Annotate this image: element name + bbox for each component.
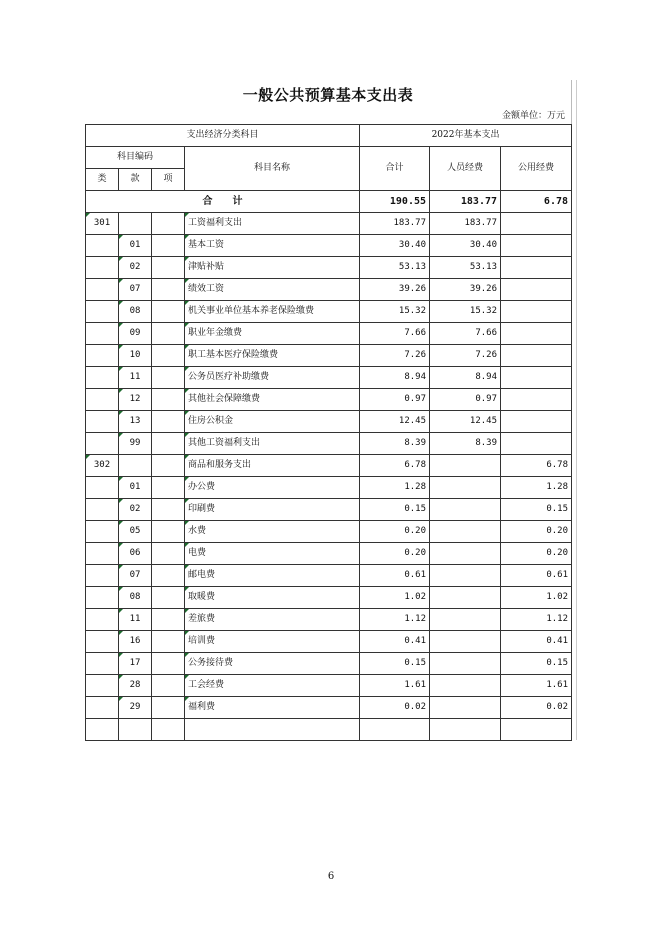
blank-cell (185, 719, 360, 741)
table-row (86, 587, 572, 609)
table-row (86, 257, 572, 279)
row-kuan: 02 (119, 499, 152, 521)
row-subject-name: 公务员医疗补助缴费 (185, 367, 360, 389)
row-total: 6.78 (360, 455, 430, 477)
row-personnel: 8.39 (430, 433, 501, 455)
header-xiang: 项 (152, 169, 185, 191)
row-kuan: 01 (119, 235, 152, 257)
row-total: 0.15 (360, 499, 430, 521)
header-row-2 (86, 147, 572, 169)
row-xiang (152, 697, 185, 719)
table-row (86, 565, 572, 587)
row-public: 1.28 (501, 477, 572, 499)
row-xiang (152, 587, 185, 609)
row-subject-name: 基本工资 (185, 235, 360, 257)
row-kuan: 09 (119, 323, 152, 345)
row-kuan: 13 (119, 411, 152, 433)
total-personnel: 183.77 (430, 191, 501, 213)
header-row-1 (86, 125, 572, 147)
row-kuan: 07 (119, 279, 152, 301)
row-public (501, 279, 572, 301)
row-personnel: 15.32 (430, 301, 501, 323)
total-row (86, 191, 572, 213)
row-kuan: 11 (119, 367, 152, 389)
row-lei (86, 257, 119, 279)
row-public: 6.78 (501, 455, 572, 477)
row-total: 53.13 (360, 257, 430, 279)
row-lei (86, 697, 119, 719)
blank-cell (119, 719, 152, 741)
row-lei (86, 565, 119, 587)
table-row (86, 477, 572, 499)
row-public: 1.02 (501, 587, 572, 609)
row-total: 12.45 (360, 411, 430, 433)
row-public (501, 345, 572, 367)
row-personnel: 39.26 (430, 279, 501, 301)
row-kuan: 99 (119, 433, 152, 455)
row-public: 1.61 (501, 675, 572, 697)
row-lei: 301 (86, 213, 119, 235)
row-public: 0.41 (501, 631, 572, 653)
row-personnel (430, 565, 501, 587)
row-kuan (119, 455, 152, 477)
row-total: 7.66 (360, 323, 430, 345)
row-xiang (152, 213, 185, 235)
blank-cell (152, 719, 185, 741)
row-public (501, 257, 572, 279)
row-personnel: 53.13 (430, 257, 501, 279)
row-subject-name: 电费 (185, 543, 360, 565)
blank-cell (501, 719, 572, 741)
row-subject-name: 商品和服务支出 (185, 455, 360, 477)
row-personnel: 7.26 (430, 345, 501, 367)
table-row (86, 411, 572, 433)
row-subject-name: 培训费 (185, 631, 360, 653)
row-subject-name: 工会经费 (185, 675, 360, 697)
row-xiang (152, 455, 185, 477)
budget-table (85, 124, 572, 741)
header-subject-code: 科目编码 (86, 147, 185, 169)
row-xiang (152, 257, 185, 279)
table-row (86, 235, 572, 257)
row-total: 7.26 (360, 345, 430, 367)
row-subject-name: 职业年金缴费 (185, 323, 360, 345)
row-subject-name: 水费 (185, 521, 360, 543)
row-total: 1.12 (360, 609, 430, 631)
row-kuan: 05 (119, 521, 152, 543)
header-public: 公用经费 (501, 147, 572, 191)
table-row (86, 521, 572, 543)
row-personnel (430, 477, 501, 499)
row-personnel (430, 499, 501, 521)
table-row (86, 675, 572, 697)
row-personnel (430, 631, 501, 653)
page-title: 一般公共预算基本支出表 (242, 86, 414, 104)
row-personnel: 0.97 (430, 389, 501, 411)
row-total: 15.32 (360, 301, 430, 323)
row-personnel: 30.40 (430, 235, 501, 257)
total-sum: 190.55 (360, 191, 430, 213)
row-total: 0.02 (360, 697, 430, 719)
row-public (501, 235, 572, 257)
header-total: 合计 (360, 147, 430, 191)
total-public: 6.78 (501, 191, 572, 213)
row-public: 0.20 (501, 543, 572, 565)
row-xiang (152, 389, 185, 411)
table-row (86, 345, 572, 367)
row-lei (86, 499, 119, 521)
row-xiang (152, 653, 185, 675)
row-kuan: 08 (119, 587, 152, 609)
row-public: 0.20 (501, 521, 572, 543)
row-xiang (152, 433, 185, 455)
row-subject-name: 住房公积金 (185, 411, 360, 433)
row-kuan (119, 213, 152, 235)
row-personnel (430, 543, 501, 565)
row-xiang (152, 631, 185, 653)
row-lei (86, 675, 119, 697)
row-total: 0.20 (360, 543, 430, 565)
row-lei (86, 543, 119, 565)
row-public (501, 411, 572, 433)
row-kuan: 12 (119, 389, 152, 411)
table-row (86, 609, 572, 631)
amount-unit: 金额单位：万元 (501, 111, 565, 121)
row-subject-name: 其他工资福利支出 (185, 433, 360, 455)
row-kuan: 28 (119, 675, 152, 697)
row-lei (86, 587, 119, 609)
row-xiang (152, 565, 185, 587)
table-row (86, 433, 572, 455)
row-kuan: 11 (119, 609, 152, 631)
row-kuan: 08 (119, 301, 152, 323)
row-total: 0.41 (360, 631, 430, 653)
page-number: 6 (327, 871, 335, 882)
row-xiang (152, 609, 185, 631)
row-lei (86, 323, 119, 345)
header-year-expense: 2022年基本支出 (360, 125, 572, 147)
row-kuan: 17 (119, 653, 152, 675)
row-subject-name: 办公费 (185, 477, 360, 499)
row-lei (86, 631, 119, 653)
table-row (86, 499, 572, 521)
row-personnel (430, 521, 501, 543)
row-personnel (430, 675, 501, 697)
row-total: 0.97 (360, 389, 430, 411)
row-public (501, 389, 572, 411)
row-total: 1.28 (360, 477, 430, 499)
row-total: 1.02 (360, 587, 430, 609)
row-xiang (152, 301, 185, 323)
header-kuan: 款 (119, 169, 152, 191)
table-row (86, 389, 572, 411)
row-subject-name: 公务接待费 (185, 653, 360, 675)
row-kuan: 07 (119, 565, 152, 587)
row-lei (86, 389, 119, 411)
table-row (86, 279, 572, 301)
row-xiang (152, 543, 185, 565)
row-personnel (430, 587, 501, 609)
row-lei (86, 367, 119, 389)
row-lei (86, 433, 119, 455)
row-personnel (430, 455, 501, 477)
blank-cell (430, 719, 501, 741)
row-lei (86, 279, 119, 301)
row-xiang (152, 499, 185, 521)
row-xiang (152, 279, 185, 301)
row-kuan: 06 (119, 543, 152, 565)
row-subject-name: 机关事业单位基本养老保险缴费 (185, 301, 360, 323)
row-lei (86, 345, 119, 367)
table-row (86, 367, 572, 389)
row-total: 8.94 (360, 367, 430, 389)
row-lei (86, 235, 119, 257)
row-kuan: 16 (119, 631, 152, 653)
row-public: 0.61 (501, 565, 572, 587)
row-subject-name: 工资福利支出 (185, 213, 360, 235)
row-public (501, 301, 572, 323)
row-public: 0.02 (501, 697, 572, 719)
row-public (501, 367, 572, 389)
row-kuan: 29 (119, 697, 152, 719)
sheet-edge-line-outer (576, 80, 577, 740)
row-subject-name: 印刷费 (185, 499, 360, 521)
row-lei (86, 411, 119, 433)
row-total: 183.77 (360, 213, 430, 235)
header-lei: 类 (86, 169, 119, 191)
table-row (86, 455, 572, 477)
header-subject-name: 科目名称 (185, 147, 360, 191)
row-public: 0.15 (501, 653, 572, 675)
table-row (86, 323, 572, 345)
row-lei: 302 (86, 455, 119, 477)
row-total: 0.61 (360, 565, 430, 587)
row-lei (86, 521, 119, 543)
row-subject-name: 津贴补贴 (185, 257, 360, 279)
row-total: 1.61 (360, 675, 430, 697)
row-subject-name: 职工基本医疗保险缴费 (185, 345, 360, 367)
row-kuan: 10 (119, 345, 152, 367)
row-xiang (152, 367, 185, 389)
blank-cell (86, 719, 119, 741)
row-public (501, 213, 572, 235)
blank-row (86, 719, 572, 741)
table-row (86, 697, 572, 719)
row-xiang (152, 675, 185, 697)
blank-cell (360, 719, 430, 741)
row-subject-name: 差旅费 (185, 609, 360, 631)
table-row (86, 653, 572, 675)
row-personnel: 12.45 (430, 411, 501, 433)
row-total: 39.26 (360, 279, 430, 301)
header-econ-class: 支出经济分类科目 (86, 125, 360, 147)
row-personnel: 8.94 (430, 367, 501, 389)
row-kuan: 01 (119, 477, 152, 499)
row-subject-name: 绩效工资 (185, 279, 360, 301)
row-subject-name: 福利费 (185, 697, 360, 719)
row-xiang (152, 345, 185, 367)
row-total: 0.20 (360, 521, 430, 543)
row-public (501, 323, 572, 345)
row-total: 30.40 (360, 235, 430, 257)
row-lei (86, 653, 119, 675)
row-personnel (430, 697, 501, 719)
row-xiang (152, 477, 185, 499)
row-lei (86, 477, 119, 499)
row-subject-name: 其他社会保障缴费 (185, 389, 360, 411)
row-personnel (430, 609, 501, 631)
row-public: 1.12 (501, 609, 572, 631)
table-row (86, 543, 572, 565)
header-personnel: 人员经费 (430, 147, 501, 191)
row-lei (86, 301, 119, 323)
table-row (86, 631, 572, 653)
row-xiang (152, 235, 185, 257)
row-total: 0.15 (360, 653, 430, 675)
row-personnel: 183.77 (430, 213, 501, 235)
row-personnel (430, 653, 501, 675)
row-lei (86, 609, 119, 631)
row-personnel: 7.66 (430, 323, 501, 345)
total-label: 合 计 (86, 191, 360, 213)
row-xiang (152, 521, 185, 543)
row-subject-name: 邮电费 (185, 565, 360, 587)
row-xiang (152, 411, 185, 433)
table-row (86, 213, 572, 235)
row-public: 0.15 (501, 499, 572, 521)
table-row (86, 301, 572, 323)
row-kuan: 02 (119, 257, 152, 279)
row-xiang (152, 323, 185, 345)
row-total: 8.39 (360, 433, 430, 455)
row-subject-name: 取暖费 (185, 587, 360, 609)
row-public (501, 433, 572, 455)
